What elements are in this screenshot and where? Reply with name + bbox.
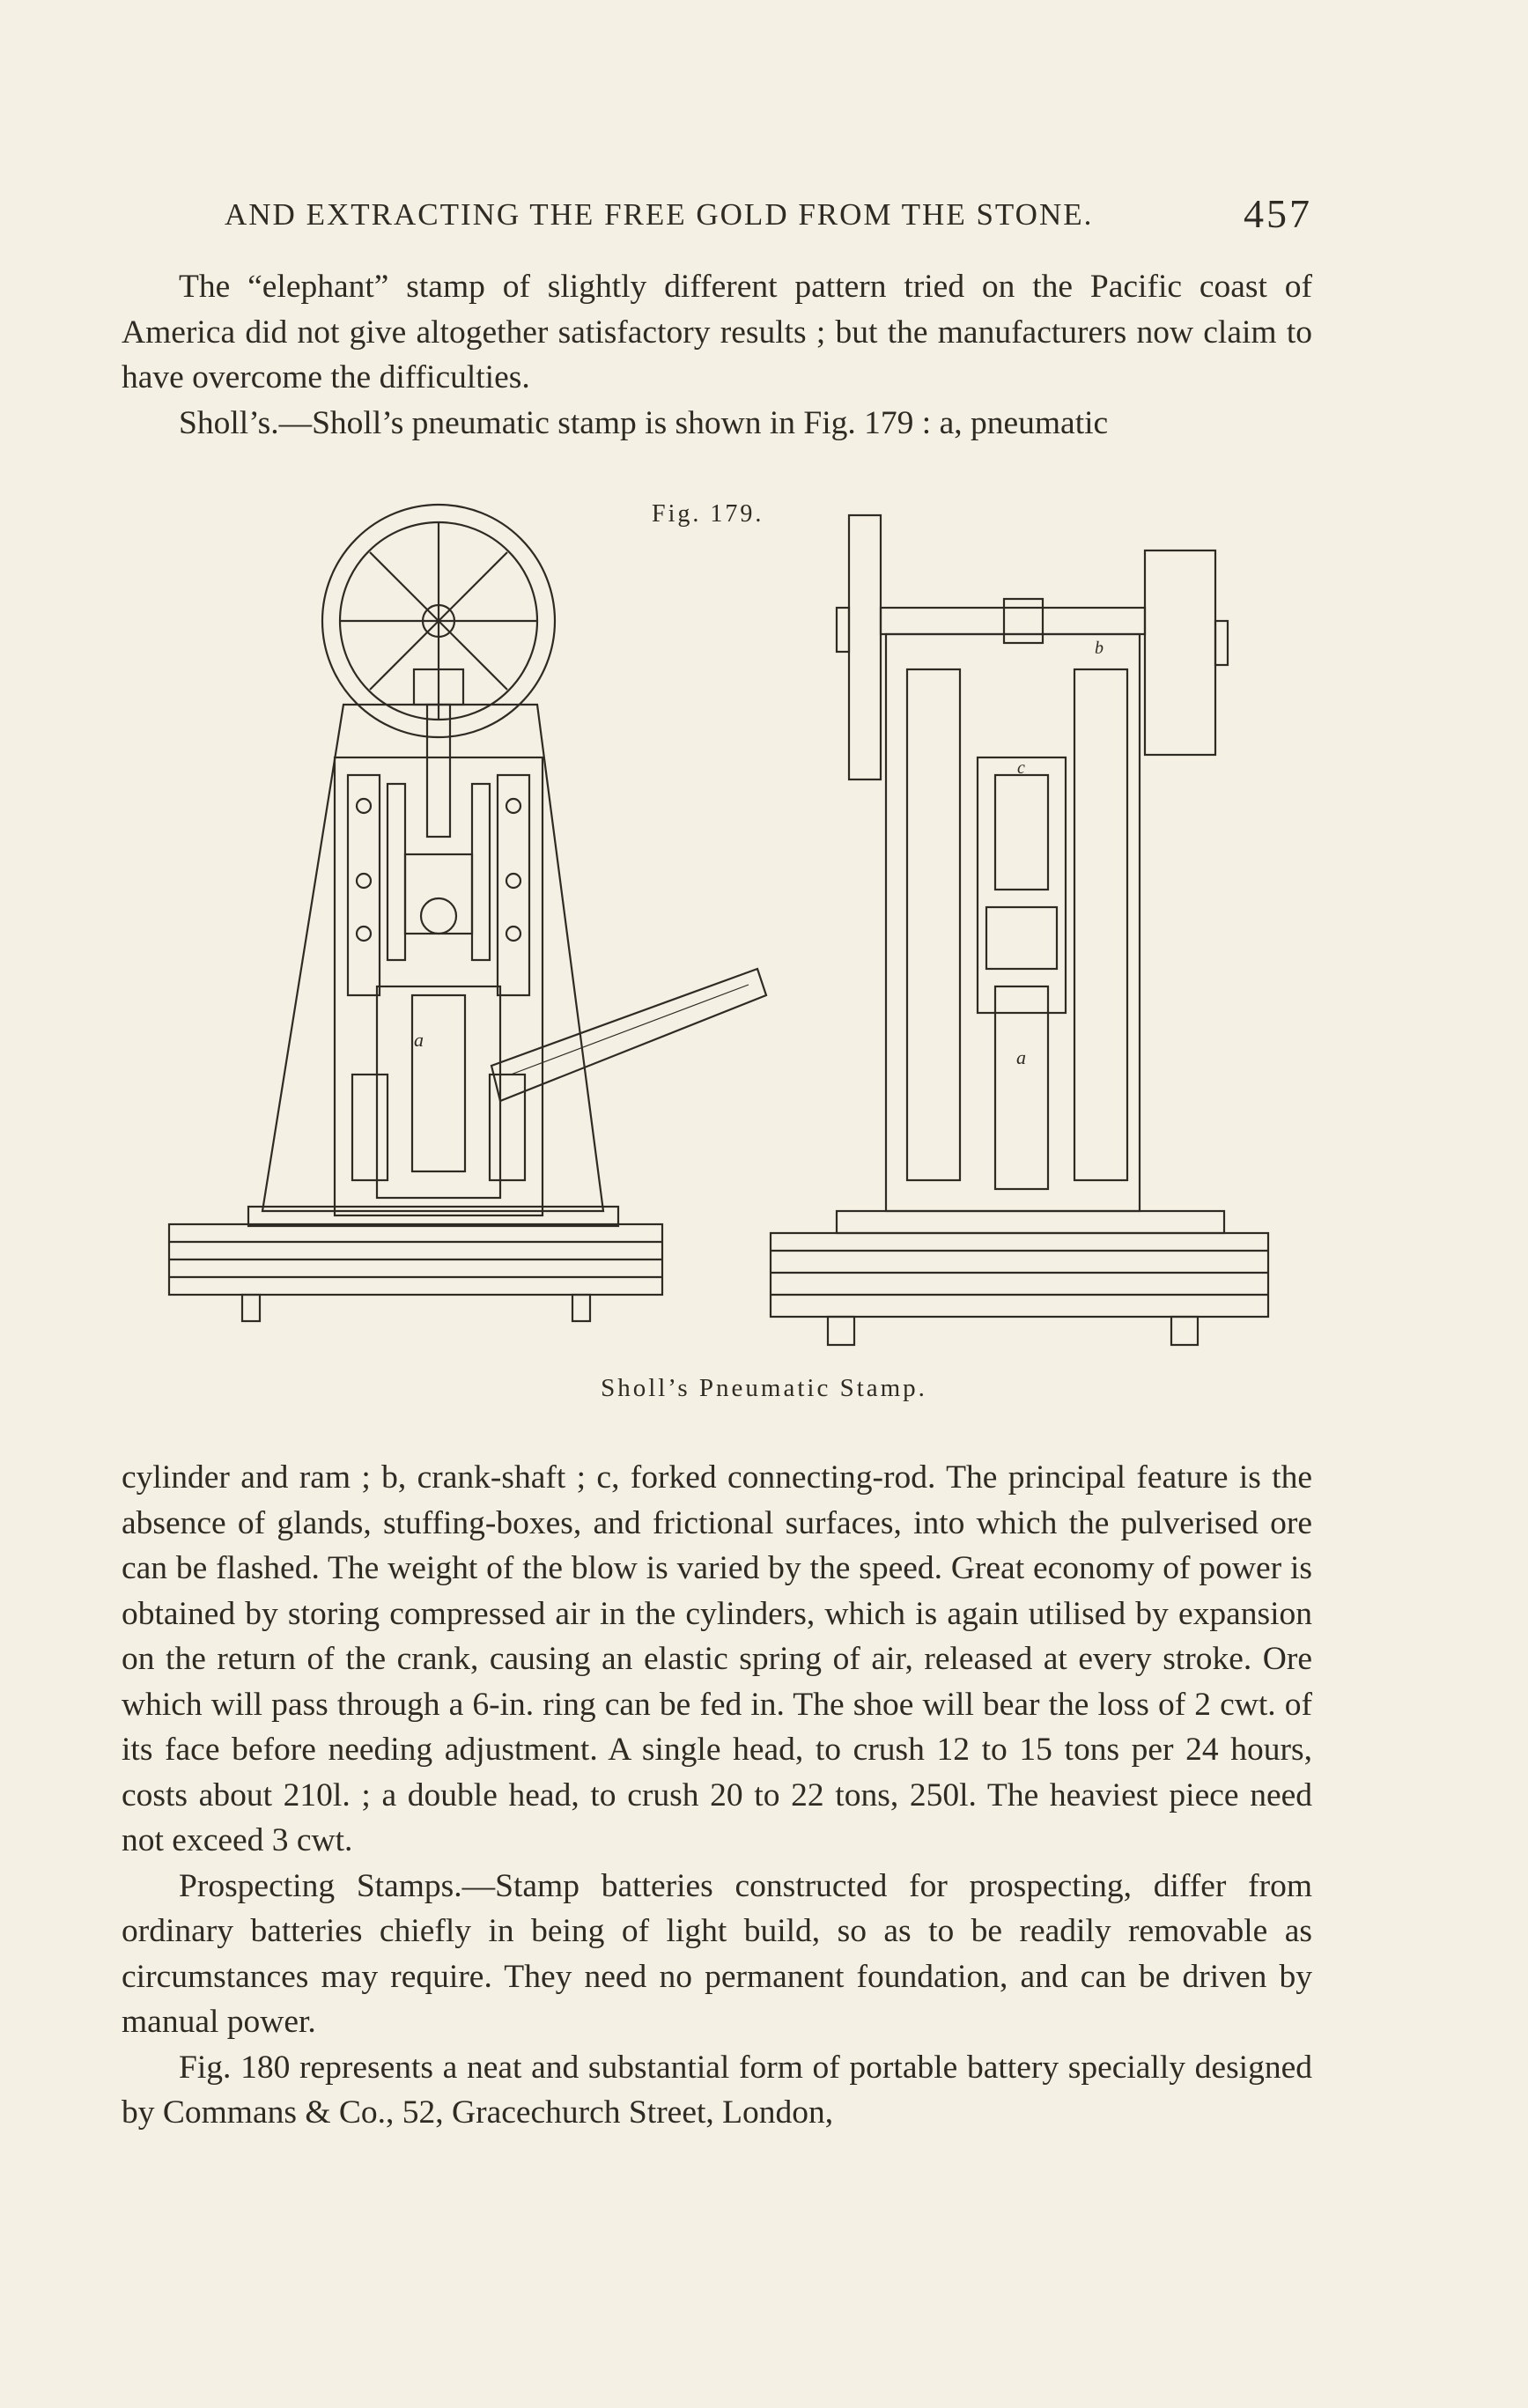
figure-caption: Sholl’s Pneumatic Stamp. [601, 1374, 927, 1402]
side-elevation-drawing [169, 505, 766, 1321]
figure-sholls-pneumatic-stamp [159, 493, 1277, 1365]
paragraph-elephant-stamp: The “elephant” stamp of slightly different pattern tried on the Pacific coast of America did not give altogether satisfactory results ; but the manufacturers now claim to have overcome the difficulties. [122, 269, 1312, 395]
text-block-bottom [122, 1455, 1312, 2136]
paragraph-sholls-intro: Sholl’s.—Sholl’s pneumatic stamp is shown in Fig. 179 : a, pneumatic [179, 404, 1109, 441]
part-label-b: b [1095, 639, 1104, 658]
text-block-top [122, 264, 1312, 446]
running-title: AND EXTRACTING THE FREE GOLD FROM THE STONE. [225, 197, 1094, 232]
part-label-a-side: a [414, 1029, 424, 1051]
figure-label: Fig. 179. [652, 500, 764, 528]
paragraph-prospecting-stamps: Prospecting Stamps.—Stamp batteries constructed for prospecting, differ from ordinary batteries chiefly in being of light build, so as to be readily removable as circumstances may require. They need no permanent foundation, and can be driven by manual power. [122, 1867, 1312, 2040]
paragraph-sholls-description: cylinder and ram ; b, crank-shaft ; c, forked connecting-rod. The principal feature is the absence of glands, stuffing-boxes, and frictional surfaces, into which the pulverised ore can be flashed. The weight of the blow is varied by the speed. Great economy of power is obtained by storing compressed air in the cylinders, which is again utilised by expansion on the return of the crank, causing an elastic spring of air, released at every stroke. Ore which will pass through a 6-in. ring can be fed in. The shoe will bear the loss of 2 cwt. of its face before needing adjustment. A single head, to crush 12 to 15 tons per 24 hours, costs about 210l. ; a double head, to crush 20 to 22 tons, 250l. The heaviest piece need not exceed 3 cwt. [122, 1459, 1312, 1858]
paragraph-fig-180: Fig. 180 represents a neat and substantial form of portable battery specially designed by Commans & Co., 52, Gracechurch Street, London, [122, 2049, 1312, 2131]
part-label-a-front: a [1016, 1046, 1026, 1068]
front-elevation-drawing [771, 515, 1268, 1345]
page-number: 457 [1244, 191, 1312, 236]
part-label-c: c [1017, 758, 1025, 778]
